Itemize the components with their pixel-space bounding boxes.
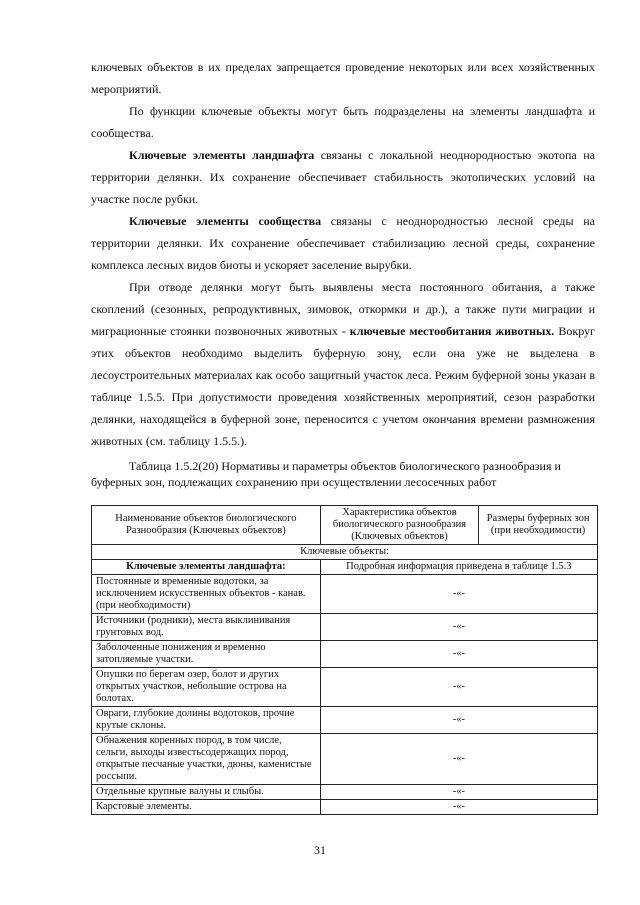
row-name: Овраги, глубокие долины водотоков, прочие крутые склоны. <box>92 707 321 734</box>
table-row <box>92 785 598 800</box>
biodiversity-table <box>91 505 598 815</box>
row-value: -«- <box>320 707 597 734</box>
row-value: -«- <box>320 614 597 641</box>
paragraph-3-text: связаны с локальной неоднородностью экотопа на территории делянки. Их сохранение обеспечивает стабильность экотопических условий на участке после рубки. <box>91 148 595 206</box>
subheader-note: Подробная информация приведена в таблице 1.5.3 <box>320 560 597 575</box>
paragraph-3 <box>91 144 595 210</box>
header-object-name: Наименование объектов биологического Разнообразия (Ключевых объектов) <box>92 506 321 545</box>
table-row <box>92 575 598 614</box>
row-name: Постоянные и временные водотоки, за исключением искусственных объектов - канав. (при необходимости) <box>92 575 321 614</box>
row-value: -«- <box>320 668 597 707</box>
header-characteristics: Характеристика объектов биологического разнообразия (Ключевых объектов) <box>320 506 478 545</box>
paragraph-4-text: связаны с неоднородностью лесной среды на территории делянки. Их сохранение обеспечивает стабилизацию лесной среды, сохранение комплекса лесных видов биоты и ускоряет заселение вырубки. <box>91 214 595 272</box>
page-number: 31 <box>314 843 326 857</box>
term-community-elements: Ключевые элементы сообщества <box>129 214 322 228</box>
row-value: -«- <box>320 800 597 815</box>
row-name: Отдельные крупные валуны и глыбы. <box>92 785 321 800</box>
paragraph-2: По функции ключевые объекты могут быть подразделены на элементы ландшафта и сообщества. <box>91 104 595 140</box>
row-value: -«- <box>320 785 597 800</box>
header-buffer-size: Размеры буферных зон (при необходимости) <box>479 506 598 545</box>
row-value: -«- <box>320 641 597 668</box>
row-name: Заболоченные понижения и временно затопляемые участки. <box>92 641 321 668</box>
paragraph-4 <box>91 210 595 276</box>
table-subheader-row <box>92 560 598 575</box>
row-value: -«- <box>320 575 597 614</box>
table-caption: Таблица 1.5.2(20) Нормативы и параметры объектов биологического разнообразия и буферных зон, подлежащих сохранению при осуществлении лесосечных работ <box>91 459 561 489</box>
row-name: Карстовые элементы. <box>92 800 321 815</box>
term-key-habitats: - ключевые местообитания животных. <box>341 324 555 338</box>
table-row <box>92 641 598 668</box>
term-landscape-elements: Ключевые элементы ландшафта <box>129 148 315 162</box>
body-text <box>91 56 595 452</box>
row-name: Источники (родники), места выклинивания грунтовых вод. <box>92 614 321 641</box>
paragraph-5-text-a: При отводе делянки могут быть выявлены места постоянного обитания, а также скоплений (сезонных, репродуктивных, зимовок, откормки и др.), а также пути миграции и миграционные стоянки позвоночных животных <box>91 280 595 338</box>
row-name: Опушки по берегам озер, болот и других открытых участков, небольшие острова на болотах. <box>92 668 321 707</box>
subheader-landscape: Ключевые элементы ландшафта: <box>92 560 321 575</box>
paragraph-5-text-b: Вокруг этих объектов необходимо выделить буферную зону, если она уже не выделена в лесоустроительных материалах как особо защитный участок леса. Режим буферной зоны указан в таблице 1.5.5. При допустимости проведения хозяйственных мероприятий, сезон разработки делянки, находящейся в буферной зоне, переносится с учетом окончания времени размножения животных (см. таблицу 1.5.5.). <box>91 324 595 448</box>
table-header-row <box>92 506 598 545</box>
table-section-row <box>92 545 598 560</box>
section-label: Ключевые объекты: <box>92 545 598 560</box>
paragraph-5 <box>91 276 595 452</box>
row-name: Обнажения коренных пород, в том числе, сельги, выходы известьсодержащих пород, открытые песчаные участки, дюны, каменистые россыпи. <box>92 734 321 785</box>
table-row <box>92 668 598 707</box>
table-row <box>92 800 598 815</box>
paragraph-1: ключевых объектов в их пределах запрещается проведение некоторых или всех хозяйственных мероприятий. <box>91 60 595 96</box>
row-value: -«- <box>320 734 597 785</box>
table-row <box>92 707 598 734</box>
table-row <box>92 614 598 641</box>
table-row <box>92 734 598 785</box>
